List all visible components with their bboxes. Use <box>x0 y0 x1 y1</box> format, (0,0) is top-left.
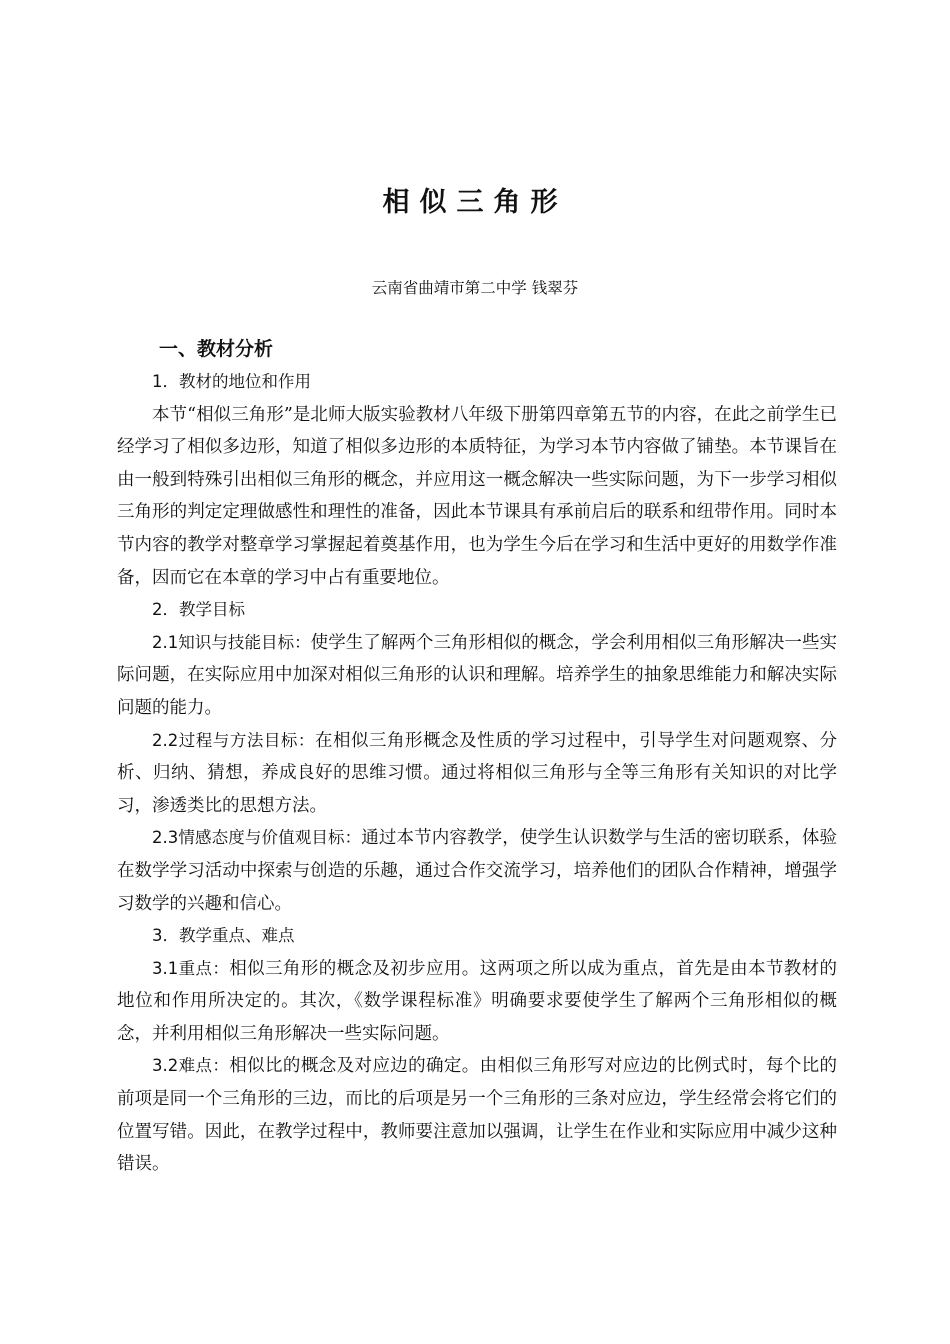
key-point-text: 相似三角形的概念及初步应用。这两项之所以成为重点，首先是由本节教材的地位和作用所决定的。其次，《数学课程标准》明确要求要使学生了解两个三角形相似的概念，并利用相似三角形解决一些实际问题。 <box>117 958 837 1044</box>
paragraph-status-role: 本节“相似三角形”是北师大版实验教材八年级下册第四章第五节的内容，在此之前学生已经学习了相似多边形，知道了相似多边形的本质特征，为学习本节内容做了铺垫。本节课旨在由一般到特殊引出相似三角形的概念，并应用这一概念解决一些实际问题，为下一步学习相似三角形的判定定理做感性和理性的准备，因此本节课具有承前启后的联系和纽带作用。同时本节内容的教学对整章学习掌握起着奠基作用，也为学生今后在学习和生活中更好的用数学作准备，因而它在本章的学习中占有重要地位。 <box>117 404 837 588</box>
goal-attitude-label: 2.3情感态度与价值观目标： <box>152 828 362 848</box>
section-heading: 一、教材分析 <box>159 338 274 360</box>
goal-knowledge-label: 2.1知识与技能目标： <box>152 632 311 652</box>
subsection-heading-2: 2．教学目标 <box>152 600 245 620</box>
paragraph-goal-knowledge <box>117 627 837 725</box>
goal-process-text: 在相似三角形概念及性质的学习过程中，引导学生对问题观察、分析、归纳、猜想，养成良好的思维习惯。通过将相似三角形与全等三角形有关知识的对比学习，渗透类比的思想方法。 <box>117 730 838 816</box>
document-title: 相似三角形 <box>382 187 568 218</box>
subsection-heading-3: 3．教学重点、难点 <box>152 926 295 946</box>
paragraph-difficulty <box>117 1050 837 1180</box>
difficulty-label: 3.2难点： <box>152 1056 230 1076</box>
goal-knowledge-text: 使学生了解两个三角形相似的概念，学会利用相似三角形解决一些实际问题，在实际应用中加深对相似三角形的认识和理解。培养学生的抽象思维能力和解决实际问题的能力。 <box>117 632 837 718</box>
paragraph-goal-process <box>117 725 837 823</box>
author-line: 云南省曲靖市第二中学 钱翠芬 <box>371 279 579 297</box>
difficulty-text: 相似比的概念及对应边的确定。由相似三角形写对应边的比例式时，每个比的前项是同一个三角形的三边，而比的后项是另一个三角形的三条对应边，学生经常会将它们的位置写错。因此，在教学过程中，教师要注意加以强调，让学生在作业和实际应用中减少这种错误。 <box>117 1056 837 1175</box>
document-body <box>117 332 837 1181</box>
goal-process-label: 2.2过程与方法目标： <box>152 730 315 750</box>
goal-attitude-text: 通过本节内容教学，使学生认识数学与生活的密切联系，体验在数学学习活动中探索与创造的乐趣，通过合作交流学习，培养他们的团队合作精神，增强学习数学的兴趣和信心。 <box>117 828 837 914</box>
subsection-heading-1: 1．教材的地位和作用 <box>152 372 311 391</box>
key-point-label: 3.1重点： <box>152 958 230 978</box>
paragraph-key-point <box>117 953 837 1051</box>
paragraph-goal-attitude <box>117 822 837 920</box>
